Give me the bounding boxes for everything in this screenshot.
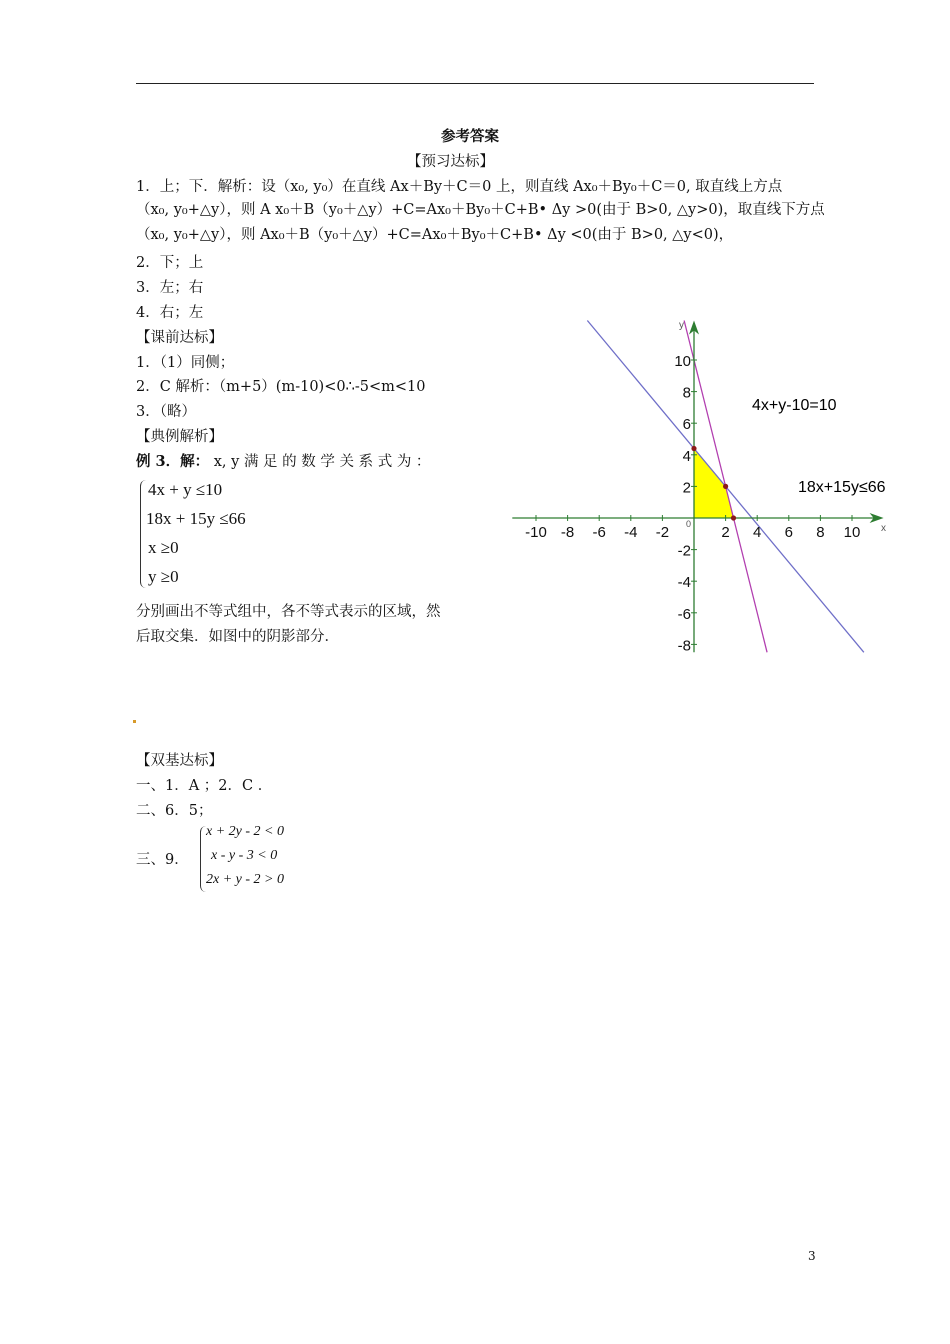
double-basics-system bbox=[200, 824, 360, 894]
x-tick-label: -8 bbox=[560, 524, 575, 541]
y-tick-label: 6 bbox=[682, 416, 691, 434]
double-basics-part-3-label: 三、9． bbox=[136, 852, 189, 868]
y-tick-label: 10 bbox=[674, 353, 691, 370]
y-tick-label: -2 bbox=[677, 542, 691, 560]
header-rule bbox=[136, 83, 814, 84]
inequality-3: x ≥0 bbox=[148, 538, 179, 557]
x-tick-label: 8 bbox=[816, 524, 825, 541]
example-3-heading: 例 3．解： bbox=[136, 453, 210, 470]
page-title: 参考答案 bbox=[441, 128, 499, 145]
x-tick-label: -2 bbox=[655, 524, 670, 541]
preclass-item-3: 3．（略） bbox=[136, 404, 196, 420]
inequality-c: 2x + y - 2 > 0 bbox=[206, 872, 284, 887]
example-3-intro: x, y 满 足 的 数 学 关 系 式 为 ： bbox=[209, 454, 431, 470]
y-tick-label: 8 bbox=[682, 384, 691, 402]
example-3-system bbox=[140, 478, 340, 593]
y-tick-label: -4 bbox=[677, 574, 691, 592]
section-preclass-heading: 【课前达标】 bbox=[136, 330, 223, 346]
x-tick-label: 6 bbox=[784, 524, 793, 541]
double-basics-part-1: 一、1．A ；2．C ． bbox=[136, 778, 273, 794]
y-tick-label: 4 bbox=[682, 447, 691, 465]
double-basics-part-2: 二、6．5； bbox=[136, 803, 213, 819]
preview-line-1: 1．上；下．解析：设（x₀, y₀）在直线 Ax＋By＋C＝0 上，则直线 Ax₀＋By₀＋C＝0, 取直线上方点 bbox=[136, 179, 783, 195]
example-3-conclusion-2: 后取交集．如图中的阴影部分． bbox=[136, 629, 339, 645]
section-preview-heading: 【预习达标】 bbox=[407, 154, 494, 170]
x-axis-label: x bbox=[881, 523, 886, 534]
y-axis-label: y bbox=[679, 320, 684, 331]
section-double-basics-heading: 【双基达标】 bbox=[136, 753, 223, 769]
line-label-2: 18x+15y≤66 bbox=[798, 479, 886, 496]
inequality-2: 18x + 15y ≤66 bbox=[146, 509, 246, 528]
x-tick-label: 10 bbox=[843, 524, 861, 541]
stray-mark bbox=[133, 720, 136, 723]
y-tick-label: -8 bbox=[677, 637, 691, 655]
preview-item-4: 4．右；左 bbox=[136, 305, 204, 321]
y-tick-label: -6 bbox=[677, 605, 691, 623]
page-number: 3 bbox=[808, 1249, 816, 1263]
feasible-region bbox=[694, 448, 734, 518]
x-tick-label: -6 bbox=[592, 524, 606, 541]
system-brace bbox=[140, 480, 147, 588]
x-tick-label: 2 bbox=[721, 524, 730, 541]
inequality-1: 4x + y ≤10 bbox=[148, 480, 223, 499]
preview-line-2: （x₀, y₀+△y），则 A x₀＋B（y₀＋△y）+C=Ax₀＋By₀＋C+B• Δy >0(由于 B>0, △y>0)，取直线下方点 bbox=[136, 202, 825, 218]
origin-label: 0 bbox=[686, 519, 692, 529]
preview-line-3: （x₀, y₀+△y），则 Ax₀＋B（y₀＋△y）+C=Ax₀＋By₀＋C+B• Δy <0(由于 B>0, △y<0)， bbox=[136, 227, 734, 243]
y-tick-label: 2 bbox=[682, 479, 691, 497]
vertex-point bbox=[723, 484, 728, 489]
vertex-point bbox=[691, 446, 696, 451]
preview-item-2: 2．下；上 bbox=[136, 255, 204, 271]
x-tick-label: 4 bbox=[753, 524, 762, 541]
preview-item-3: 3．左；右 bbox=[136, 280, 204, 296]
preclass-item-2: 2．C 解析：（m+5）(m-10)<0∴-5<m<10 bbox=[136, 379, 426, 395]
example-3-line bbox=[136, 452, 430, 472]
line-label-1: 4x+y-10=10 bbox=[752, 397, 837, 414]
vertex-point bbox=[731, 515, 736, 520]
x-tick-label: -10 bbox=[525, 524, 547, 541]
x-tick-label: -4 bbox=[624, 524, 638, 541]
preclass-item-1: 1．（1）同侧； bbox=[136, 355, 235, 371]
inequality-graph bbox=[505, 305, 885, 665]
inequality-b: x - y - 3 < 0 bbox=[211, 848, 278, 863]
inequality-a: x + 2y - 2 < 0 bbox=[206, 824, 284, 839]
example-3-conclusion-1: 分别画出不等式组中，各不等式表示的区域，然 bbox=[136, 604, 441, 620]
inequality-4: y ≥0 bbox=[148, 567, 179, 586]
section-examples-heading: 【典例解析】 bbox=[136, 429, 223, 445]
